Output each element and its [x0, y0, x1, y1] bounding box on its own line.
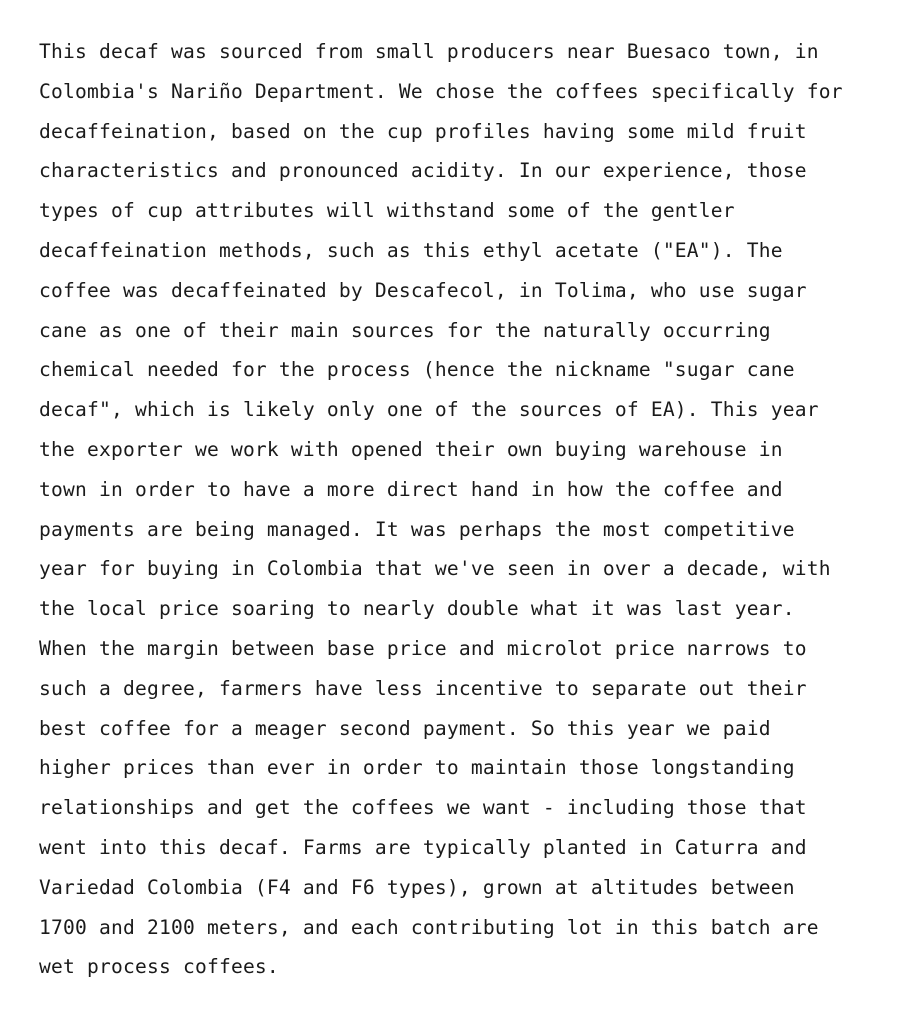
paragraph-line: best coffee for a meager second payment. So this year we paid [39, 716, 771, 740]
paragraph-line: decaffeination, based on the cup profiles having some mild fruit [39, 119, 807, 143]
paragraph-line: chemical needed for the process (hence the nickname "sugar cane [39, 358, 795, 382]
paragraph-line: When the margin between base price and microlot price narrows to [39, 636, 807, 660]
paragraph-line: decaffeination methods, such as this ethyl acetate ("EA"). The [39, 238, 783, 262]
paragraph-line: 1700 and 2100 meters, and each contributing lot in this batch are [39, 915, 819, 939]
paragraph-line: coffee was decaffeinated by Descafecol, in Tolima, who use sugar [39, 278, 807, 302]
paragraph-line: cane as one of their main sources for the naturally occurring [39, 318, 771, 342]
paragraph-line: Variedad Colombia (F4 and F6 types), grown at altitudes between [39, 875, 795, 899]
paragraph-line: relationships and get the coffees we want - including those that [39, 796, 807, 820]
paragraph-line: payments are being managed. It was perhaps the most competitive [39, 517, 795, 541]
paragraph-line: the local price soaring to nearly double what it was last year. [39, 597, 795, 621]
description-text-block [39, 32, 899, 987]
paragraph-line: year for buying in Colombia that we've seen in over a decade, with [39, 557, 831, 581]
paragraph-line: such a degree, farmers have less incentive to separate out their [39, 676, 807, 700]
paragraph-line: town in order to have a more direct hand in how the coffee and [39, 477, 783, 501]
paragraph-line: wet process coffees. [39, 955, 279, 979]
paragraph-line: characteristics and pronounced acidity. In our experience, those [39, 159, 807, 183]
paragraph-line: the exporter we work with opened their own buying warehouse in [39, 437, 783, 461]
paragraph-line: went into this decaf. Farms are typically planted in Caturra and [39, 835, 807, 859]
paragraph-line: types of cup attributes will withstand some of the gentler [39, 199, 735, 223]
paragraph-line: Colombia's Nariño Department. We chose the coffees specifically for [39, 79, 843, 103]
paragraph-line: decaf", which is likely only one of the sources of EA). This year [39, 398, 819, 422]
paragraph-line: higher prices than ever in order to maintain those longstanding [39, 756, 795, 780]
paragraph-line: This decaf was sourced from small producers near Buesaco town, in [39, 40, 819, 63]
